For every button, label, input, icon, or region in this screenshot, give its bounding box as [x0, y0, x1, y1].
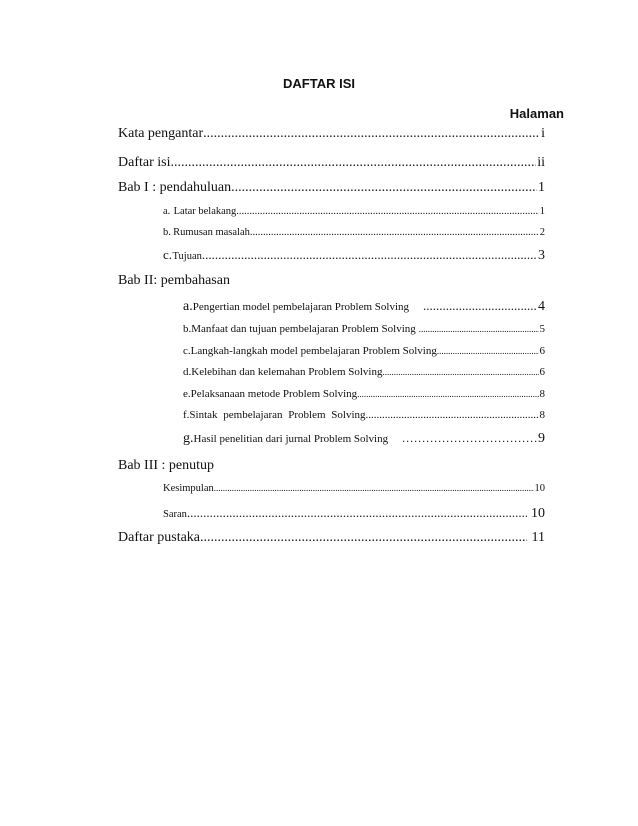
toc-page: ii: [537, 155, 545, 170]
toc-page: 1: [538, 180, 545, 195]
toc-page: 8: [539, 388, 545, 400]
toc-page: 10: [531, 506, 545, 521]
toc-entry-daftar-pustaka: [118, 530, 545, 546]
toc-leader: [187, 505, 527, 521]
toc-page: 10: [534, 483, 545, 494]
toc-label: Pengertian model pembelajaran Problem Solving: [192, 301, 410, 313]
toc-leader: [250, 227, 539, 238]
toc-entry-langkah-langkah: [183, 345, 545, 357]
toc-marker: g.: [183, 431, 194, 446]
toc-label: Bab I : pendahuluan: [118, 180, 232, 195]
toc-marker: b.: [163, 227, 171, 238]
toc-page: 6: [539, 345, 545, 357]
toc-label: Kesimpulan: [163, 483, 214, 494]
toc-label: Langkah-langkah model pembelajaran Problem Solving: [190, 345, 437, 357]
toc-entry-kata-pengantar: [118, 126, 545, 142]
toc-leader: [214, 483, 534, 493]
toc-leader: [419, 324, 539, 334]
toc-label: Daftar pustaka: [118, 530, 201, 545]
toc-entry-bab-3: [118, 458, 545, 474]
toc-page: 5: [539, 323, 545, 335]
toc-marker: a.: [183, 299, 193, 314]
toc-entry-saran: [163, 505, 545, 522]
toc-marker: c.: [163, 247, 173, 262]
toc-entry-kesimpulan: [163, 483, 545, 494]
toc-entry-pelaksanaan: [183, 388, 545, 400]
toc-entry-hasil-penelitian: [183, 431, 545, 447]
page-title: DAFTAR ISI: [283, 76, 355, 91]
toc-page: 11: [531, 530, 545, 545]
toc-entry-bab-2: [118, 273, 545, 289]
toc-marker: f.: [183, 409, 190, 421]
toc-label: Bab III : penutup: [118, 458, 215, 473]
toc-page: 1: [539, 206, 545, 217]
toc-marker: b.: [183, 323, 192, 335]
toc-page: 9: [538, 431, 545, 446]
toc-leader: [200, 530, 526, 546]
toc-label: Latar belakang: [173, 206, 237, 217]
toc-page: 2: [539, 227, 545, 238]
toc-label: Pelaksanaan metode Problem Solving: [190, 388, 358, 400]
toc-label: Kelebihan dan kelemahan Problem Solving: [191, 366, 383, 378]
toc-label: Hasil penelitian dari jurnal Problem Solving: [193, 433, 389, 445]
toc-entry-daftar-isi: [118, 155, 545, 171]
toc-leader: [402, 431, 537, 446]
toc-entry-kelebihan: [183, 366, 545, 378]
toc-label: Manfaat dan tujuan pembelajaran Problem Solving: [191, 323, 416, 335]
toc-entry-sintak: [183, 409, 545, 421]
toc-page: 4: [538, 299, 545, 314]
toc-marker: a.: [163, 206, 171, 217]
toc-leader: [357, 389, 538, 399]
toc-marker: c.: [183, 345, 191, 357]
toc-label: Bab II: pembahasan: [118, 273, 230, 288]
toc-label: Rumusan masalah: [173, 227, 250, 238]
toc-leader: [236, 206, 538, 217]
toc-marker: e.: [183, 388, 191, 400]
toc-leader: [423, 298, 537, 314]
toc-entry-tujuan: [163, 247, 545, 264]
page-column-header: Halaman: [509, 106, 564, 121]
toc-label: Kata pengantar: [118, 126, 204, 141]
toc-leader: [203, 126, 540, 142]
toc-marker: d.: [183, 366, 192, 378]
toc-page: 8: [539, 409, 545, 421]
toc-label: Tujuan: [172, 251, 202, 262]
toc-leader: [437, 346, 539, 356]
toc-leader: [366, 409, 539, 421]
toc-label: Sintak pembelajaran Problem Solving: [189, 409, 366, 421]
toc-leader: [231, 180, 537, 196]
toc-label: Daftar isi: [118, 155, 171, 170]
toc-page: i: [541, 126, 545, 141]
toc-page: 3: [538, 248, 545, 263]
toc-entry-manfaat: [183, 323, 545, 335]
toc-label: Saran: [163, 509, 187, 520]
toc-entry-latar-belakang: [163, 206, 545, 217]
toc-leader: [382, 367, 538, 377]
toc-leader: [170, 155, 536, 171]
toc-leader: [202, 247, 537, 263]
toc-entry-rumusan-masalah: [163, 227, 545, 238]
toc-entry-bab-1: [118, 180, 545, 196]
toc-entry-pengertian: [183, 298, 545, 315]
toc-page: 6: [539, 366, 545, 378]
